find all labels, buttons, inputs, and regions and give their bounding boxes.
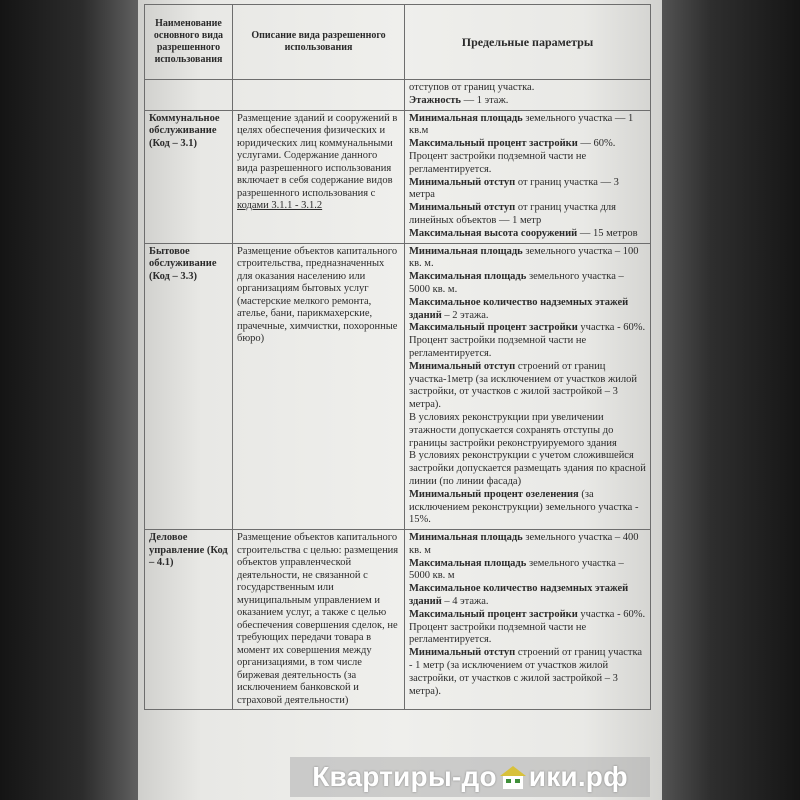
param-value: — 15 метров <box>577 227 638 239</box>
param-value: В условиях реконструкции с учетом сложившейся застройки допускается размещать здания по красной линии (по линии фасада) <box>409 450 646 487</box>
param-value: (за исключением реконструкции) земельного участка - 15%. <box>409 488 639 526</box>
carryover-empty-1 <box>145 80 233 111</box>
param-line <box>409 361 646 412</box>
param-value: участка - 60%. Процент застройки подземной части не регламентируется. <box>409 608 646 646</box>
use-kind-cell: Коммунальное обслуживание (Код – 3.1) <box>145 110 233 243</box>
use-kind-cell: Деловое управление (Код – 4.1) <box>145 530 233 710</box>
param-value: — 1 этаж. <box>460 94 509 106</box>
param-line <box>409 412 646 450</box>
param-value: земельного участка – 5000 кв. м. <box>409 271 624 295</box>
use-kind-cell: Бытовое обслуживание (Код – 3.3) <box>145 243 233 530</box>
param-value: строений от границ участка - 1 метр (за исключением от участков жилой застройки, от участков с жилой застройкой – 3 метра). <box>409 647 643 697</box>
param-value: от границ участка для линейных объектов — 1 метр <box>409 202 616 226</box>
use-description-cell <box>233 530 405 710</box>
header-kind: Наименование основного вида разрешенного использования <box>145 5 233 80</box>
use-description-cell <box>233 243 405 530</box>
param-line <box>409 558 646 584</box>
parameters-cell <box>405 110 651 243</box>
param-value: отступов от границ участка. <box>409 82 535 93</box>
param-name: Максимальный процент застройки <box>409 608 578 620</box>
param-line <box>409 609 646 647</box>
param-value: земельного участка — 1 кв.м <box>409 112 634 137</box>
param-name: Минимальный отступ <box>409 176 516 188</box>
carryover-empty-2 <box>233 80 405 111</box>
param-value: строений от границ участка-1метр (за исключением от участков жилой застройки, от участков с жилой застройкой – 3 метра). <box>409 360 637 411</box>
param-line <box>409 246 646 272</box>
param-value: — 60%. Процент застройки подземной части не регламентируется. <box>409 138 616 175</box>
param-name: Максимальный процент застройки <box>409 138 578 150</box>
carryover-row <box>145 80 651 111</box>
watermark-text-end: ики.рф <box>528 761 628 792</box>
param-name: Минимальная площадь <box>409 532 523 544</box>
header-parameters: Предельные параметры <box>405 5 651 80</box>
description-text: Размещение объектов капитального строительства, предназначенных для оказания населению или организациям бытовых услуг (мастерские мелкого ремонта, ателье, бани, парикмахерские, прачечные, химчистки, похоронные бюро) <box>237 245 398 345</box>
param-name: Минимальная площадь <box>409 245 523 257</box>
param-name: Максимальная высота сооружений <box>409 227 578 239</box>
description-text: Размещение зданий и сооружений в целях обеспечения физических и юридических лиц коммунальными услугами. Содержание данного вида разрешенного использования включает в себя содержание видов разрешенного использования с <box>237 112 398 199</box>
param-line <box>409 450 646 488</box>
zoning-table <box>144 4 651 710</box>
param-value: – 4 этажа. <box>441 596 489 608</box>
param-name: Минимальная площадь <box>409 112 523 124</box>
background-left <box>0 0 150 800</box>
table-row <box>145 110 651 243</box>
param-line <box>409 322 646 360</box>
house-logo-icon <box>498 764 528 790</box>
param-name: Максимальное количество надземных этажей зданий <box>409 583 629 608</box>
param-name: Максимальное количество надземных этажей зданий <box>409 296 629 321</box>
use-description-cell <box>233 110 405 243</box>
background-right <box>652 0 800 800</box>
param-line <box>409 177 646 203</box>
param-name: Максимальная площадь <box>409 271 527 283</box>
param-name: Максимальная площадь <box>409 557 527 569</box>
param-name: Минимальный процент озеленения <box>409 488 579 500</box>
param-name: Максимальный процент застройки <box>409 322 578 334</box>
param-line <box>409 82 646 95</box>
param-name: Минимальный отступ <box>409 360 516 372</box>
param-line <box>409 489 646 527</box>
document-page <box>138 0 662 800</box>
site-watermark <box>290 757 650 797</box>
param-value: – 2 этажа. <box>441 309 489 321</box>
param-value: В условиях реконструкции при увеличении этажности допускается сохранять отступы до границы застройки реконструируемого здания <box>409 411 617 449</box>
param-name: Этажность <box>409 94 461 106</box>
param-value: от границ участка — 3 метра <box>409 176 619 201</box>
param-value: земельного участка – 5000 кв. м <box>409 557 624 582</box>
param-name: Минимальный отступ <box>409 202 516 214</box>
table-header-row <box>145 5 651 80</box>
param-value: земельного участка – 100 кв. м. <box>409 245 639 270</box>
table-row <box>145 530 651 710</box>
watermark-text-start: Квартиры-до <box>312 761 497 792</box>
param-line <box>409 228 646 241</box>
param-line <box>409 202 646 228</box>
param-line <box>409 138 646 176</box>
parameters-cell <box>405 530 651 710</box>
header-description: Описание вида разрешенного использования <box>233 5 405 80</box>
description-text: Размещение объектов капитального строительства с целью: размещения объектов управленческой деятельности, не связанной с государственным или муниципальным управлением и оказанием услуг, а также с целью обеспечения совершения сделок, не требующих передачи товара в момент их совершения между организациями, в том числе биржевая деятельность (за исключением банковской и страховой деятельности) <box>237 532 399 706</box>
param-line <box>409 583 646 609</box>
parameters-cell <box>405 243 651 530</box>
param-value: участка - 60%. Процент застройки подземной части не регламентируется. <box>409 322 646 359</box>
code-reference-link[interactable]: кодами 3.1.1 - 3.1.2 <box>237 200 323 212</box>
param-line <box>409 532 646 558</box>
carryover-params <box>405 80 651 111</box>
param-line <box>409 271 646 297</box>
param-line <box>409 647 646 698</box>
param-line <box>409 297 646 323</box>
param-line <box>409 95 646 108</box>
table-row <box>145 243 651 530</box>
param-line <box>409 113 646 139</box>
param-name: Минимальный отступ <box>409 647 516 659</box>
param-value: земельного участка – 400 кв. м <box>409 532 639 556</box>
